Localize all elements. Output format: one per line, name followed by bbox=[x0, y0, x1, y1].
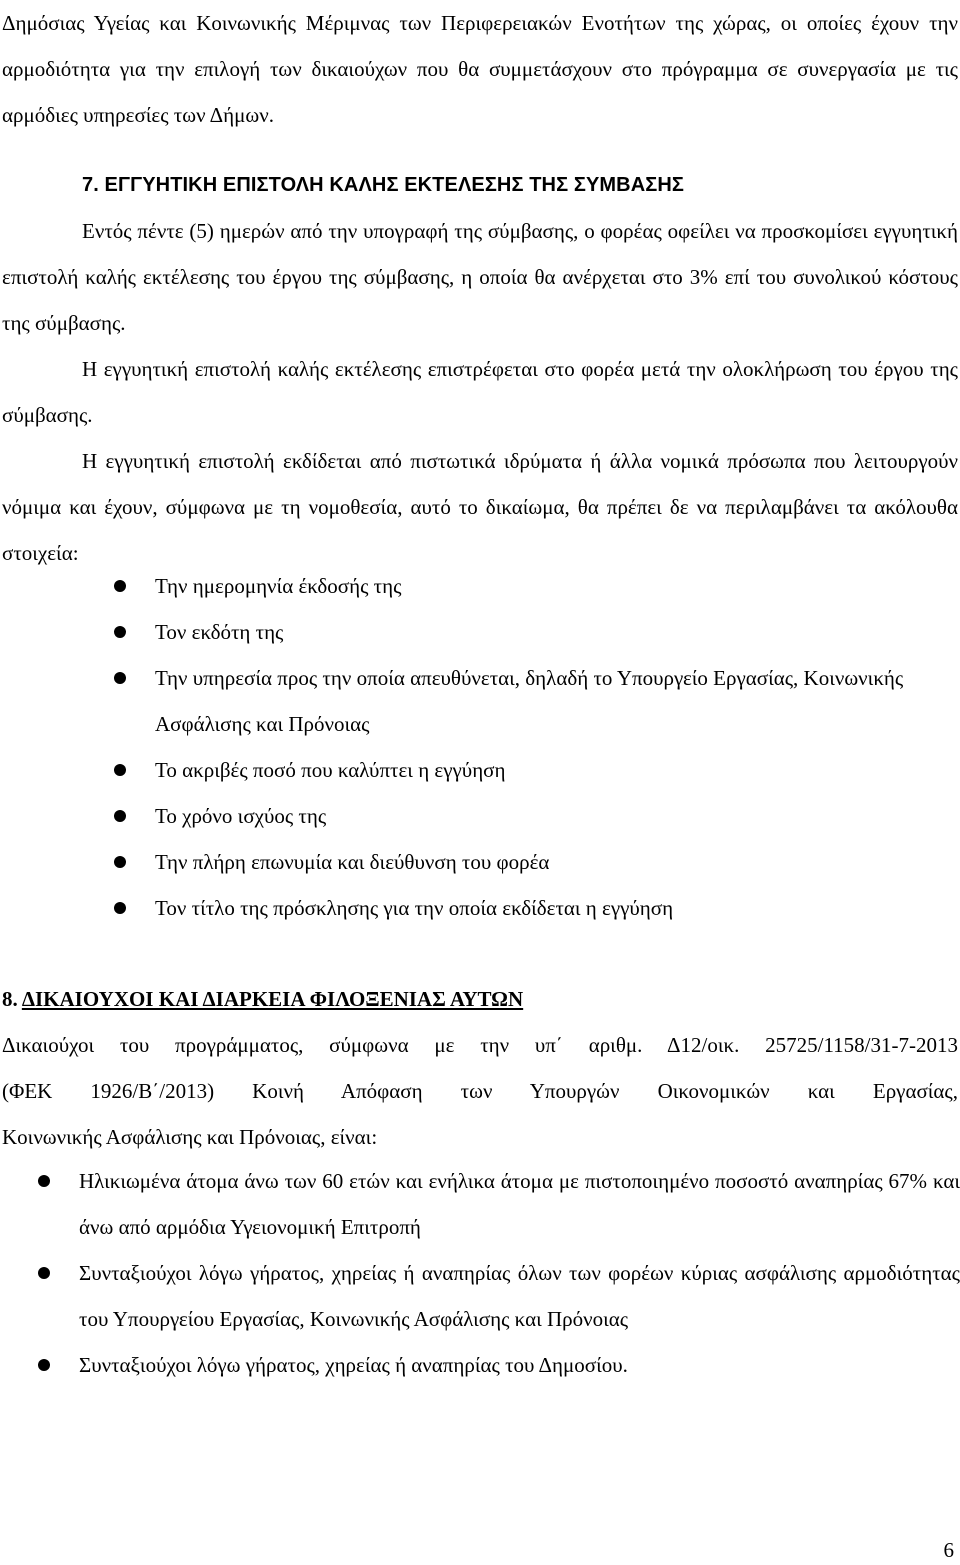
section-7-paragraph-2: Η εγγυητική επιστολή καλής εκτέλεσης επιστρέφεται στο φορέα μετά την ολοκλήρωση του έργου της σύμβασης. bbox=[2, 357, 958, 427]
list-item: Την πλήρη επωνυμία και διεύθυνση του φορέα bbox=[0, 839, 960, 885]
beneficiaries-list bbox=[0, 1158, 960, 1388]
list-item: Τον τίτλο της πρόσκλησης για την οποία εκδίδεται η εγγύηση bbox=[0, 885, 960, 931]
bullet-icon bbox=[114, 902, 126, 914]
section-8-line-1: Δικαιούχοι του προγράμματος, σύμφωνα με την υπ΄ αριθμ. Δ12/οικ. 25725/1158/31-7-2013 bbox=[2, 1033, 958, 1057]
list-item: Την ημερομηνία έκδοσής της bbox=[0, 563, 960, 609]
section-8-line-2: (ΦΕΚ 1926/Β΄/2013) Κοινή Απόφαση των Υπουργών Οικονομικών και Εργασίας, bbox=[2, 1079, 958, 1103]
list-item: Την υπηρεσία προς την οποία απευθύνεται, δηλαδή το Υπουργείο Εργασίας, Κοινωνικής Ασφάλισης και Πρόνοιας bbox=[0, 655, 960, 747]
bullet-icon bbox=[38, 1267, 50, 1279]
section-8-title: ΔΙΚΑΙΟΥΧΟΙ ΚΑΙ ΔΙΑΡΚΕΙΑ ΦΙΛΟΞΕΝΙΑΣ ΑΥΤΩΝ bbox=[21, 987, 524, 1011]
section-7 bbox=[2, 162, 958, 576]
section-7-paragraph-1: Εντός πέντε (5) ημερών από την υπογραφή της σύμβασης, ο φορέας οφείλει να προσκομίσει εγγυητική επιστολή καλής εκτέλεσης του έργου της σύμβασης, η οποία θα ανέρχεται στο 3% επί του συνολικού κόστους της σύμβασης. bbox=[2, 219, 958, 335]
list-item: Τον εκδότη της bbox=[0, 609, 960, 655]
bullet-icon bbox=[38, 1359, 50, 1371]
bullet-icon bbox=[114, 764, 126, 776]
list-item: Συνταξιούχοι λόγω γήρατος, χηρείας ή αναπηρίας του Δημοσίου. bbox=[0, 1342, 960, 1388]
section-7-paragraph-3: Η εγγυητική επιστολή εκδίδεται από πιστωτικά ιδρύματα ή άλλα νομικά πρόσωπα που λειτουργούν νόμιμα και έχουν, σύμφωνα με τη νομοθεσία, αυτό το δικαίωμα, θα πρέπει δε να περιλαμβάνει τα ακόλουθα στοιχεία: bbox=[2, 449, 958, 565]
bullet-icon bbox=[114, 810, 126, 822]
bullet-icon bbox=[38, 1175, 50, 1187]
section-8 bbox=[2, 976, 958, 1160]
section-8-heading bbox=[2, 976, 958, 1022]
list-item: Το ακριβές ποσό που καλύπτει η εγγύηση bbox=[0, 747, 960, 793]
list-item: Το χρόνο ισχύος της bbox=[0, 793, 960, 839]
bullet-icon bbox=[114, 672, 126, 684]
list-item: Ηλικιωμένα άτομα άνω των 60 ετών και ενήλικα άτομα με πιστοποιημένο ποσοστό αναπηρίας 67% και άνω από αρμόδια Υγειονομική Επιτροπή bbox=[0, 1158, 960, 1250]
list-item: Συνταξιούχοι λόγω γήρατος, χηρείας ή αναπηρίας όλων των φορέων κύριας ασφάλισης αρμοδιότητας του Υπουργείου Εργασίας, Κοινωνικής Ασφάλισης και Πρόνοιας bbox=[0, 1250, 960, 1342]
section-8-number: 8. bbox=[2, 987, 18, 1011]
bullet-icon bbox=[114, 626, 126, 638]
section-7-heading: 7. ΕΓΓΥΗΤΙΚΗ ΕΠΙΣΤΟΛΗ ΚΑΛΗΣ ΕΚΤΕΛΕΣΗΣ ΤΗΣ ΣΥΜΒΑΣΗΣ bbox=[82, 174, 684, 196]
bullet-icon bbox=[114, 580, 126, 592]
page-number: 6 bbox=[943, 1538, 954, 1562]
guarantee-elements-list bbox=[0, 563, 960, 931]
section-8-paragraph bbox=[2, 1022, 958, 1160]
section-8-line-3: Κοινωνικής Ασφάλισης και Πρόνοιας, είναι: bbox=[2, 1125, 378, 1149]
bullet-icon bbox=[114, 856, 126, 868]
intro-paragraph: Δημόσιας Υγείας και Κοινωνικής Μέριμνας των Περιφερειακών Ενοτήτων της χώρας, οι οποίες έχουν την αρμοδιότητα για την επιλογή των δικαιούχων που θα συμμετάσχουν στο πρόγραμμα σε συνεργασία με τις αρμόδιες υπηρεσίες των Δήμων. bbox=[2, 11, 958, 127]
